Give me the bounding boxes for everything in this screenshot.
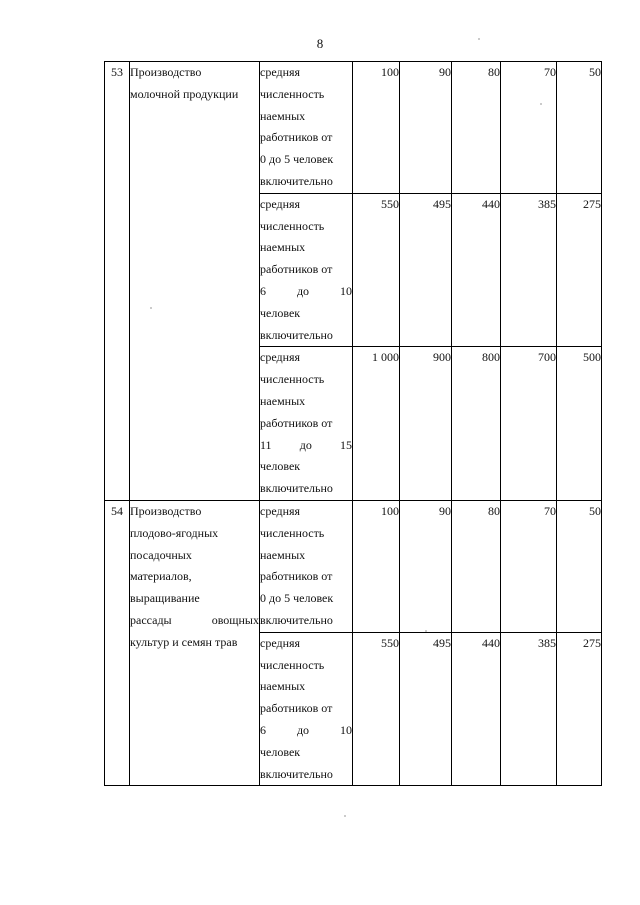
condition-line: 0 до 5 человек (260, 152, 334, 167)
condition-line: наемных (260, 393, 306, 408)
value-cell: 50 (557, 62, 602, 194)
condition-line: наемных (260, 108, 306, 123)
condition-line: работников от (260, 415, 333, 430)
activity-name (130, 500, 260, 785)
employee-count-condition (260, 347, 353, 501)
value-cell: 440 (452, 632, 501, 786)
employee-count-condition (260, 632, 353, 786)
condition-line: средняя (260, 350, 301, 365)
activity-line: молочной продукции (130, 86, 239, 101)
value-cell: 90 (400, 500, 452, 632)
page-number: 8 (316, 36, 324, 51)
condition-line: наемных (260, 240, 306, 255)
scan-speck (425, 630, 427, 632)
value-cell: 90 (400, 62, 452, 194)
value-cell: 385 (501, 193, 557, 347)
condition-line: включительно (260, 327, 333, 342)
condition-line: численность (260, 372, 325, 387)
table-row (105, 62, 602, 194)
condition-line: человек (260, 459, 301, 474)
value-cell: 700 (501, 347, 557, 501)
value-cell: 70 (501, 500, 557, 632)
value-cell: 440 (452, 193, 501, 347)
condition-line: включительно (260, 173, 333, 188)
tariff-table-body (105, 62, 602, 786)
value-cell: 550 (353, 632, 400, 786)
condition-line: средняя (260, 503, 301, 518)
value-cell: 80 (452, 62, 501, 194)
value-cell: 385 (501, 632, 557, 786)
value-cell: 100 (353, 62, 400, 194)
condition-word: до (299, 437, 312, 452)
activity-word: овощных (211, 612, 259, 627)
row-number: 53 (105, 62, 130, 501)
activity-line: посадочных (130, 547, 192, 562)
scan-speck (540, 103, 542, 105)
condition-line: численность (260, 86, 325, 101)
row-number: 54 (105, 500, 130, 785)
condition-line: работников от (260, 701, 333, 716)
condition-line (260, 435, 352, 457)
condition-line: работников от (260, 569, 333, 584)
activity-line (130, 610, 259, 632)
activity-name (130, 62, 260, 501)
condition-word: 11 (260, 437, 272, 452)
value-cell: 800 (452, 347, 501, 501)
employee-count-condition (260, 62, 353, 194)
value-cell: 275 (557, 632, 602, 786)
table-row (105, 500, 602, 632)
scan-speck (344, 815, 346, 817)
condition-line: средняя (260, 65, 301, 79)
condition-line: наемных (260, 679, 306, 694)
employee-count-condition (260, 193, 353, 347)
condition-word: 10 (339, 722, 352, 737)
condition-line: наемных (260, 547, 306, 562)
condition-line: работников от (260, 130, 333, 145)
condition-line: включительно (260, 766, 333, 781)
condition-word: 6 (260, 722, 266, 737)
condition-word: до (296, 722, 310, 737)
value-cell: 550 (353, 193, 400, 347)
value-cell: 70 (501, 62, 557, 194)
value-cell: 100 (353, 500, 400, 632)
condition-line (260, 281, 352, 303)
activity-word: рассады (130, 612, 172, 627)
scan-speck (150, 307, 152, 309)
activity-line: выращивание (130, 591, 200, 606)
condition-word: 15 (339, 437, 352, 452)
activity-line: материалов, (130, 569, 192, 584)
tariff-table (104, 61, 602, 786)
condition-line: средняя (260, 196, 301, 211)
condition-line: численность (260, 525, 325, 540)
value-cell: 275 (557, 193, 602, 347)
condition-line: численность (260, 657, 325, 672)
activity-line: плодово-ягодных (130, 525, 219, 540)
condition-line: работников от (260, 262, 333, 277)
activity-line: культур и семян трав (130, 634, 238, 649)
condition-word: до (296, 283, 310, 298)
condition-line: человек (260, 305, 301, 320)
value-cell: 1 000 (353, 347, 400, 501)
condition-line: средняя (260, 635, 301, 650)
value-cell: 495 (400, 632, 452, 786)
activity-line: Производство (130, 503, 202, 518)
activity-line: Производство (130, 65, 202, 79)
value-cell: 900 (400, 347, 452, 501)
condition-word: 10 (339, 283, 352, 298)
value-cell: 50 (557, 500, 602, 632)
condition-line: человек (260, 744, 301, 759)
employee-count-condition (260, 500, 353, 632)
scan-speck (478, 38, 480, 40)
condition-line: включительно (260, 481, 333, 496)
condition-line: включительно (260, 612, 333, 627)
condition-line: численность (260, 218, 325, 233)
value-cell: 80 (452, 500, 501, 632)
condition-word: 6 (260, 283, 266, 298)
value-cell: 495 (400, 193, 452, 347)
condition-line (260, 720, 352, 742)
value-cell: 500 (557, 347, 602, 501)
condition-line: 0 до 5 человек (260, 591, 334, 606)
